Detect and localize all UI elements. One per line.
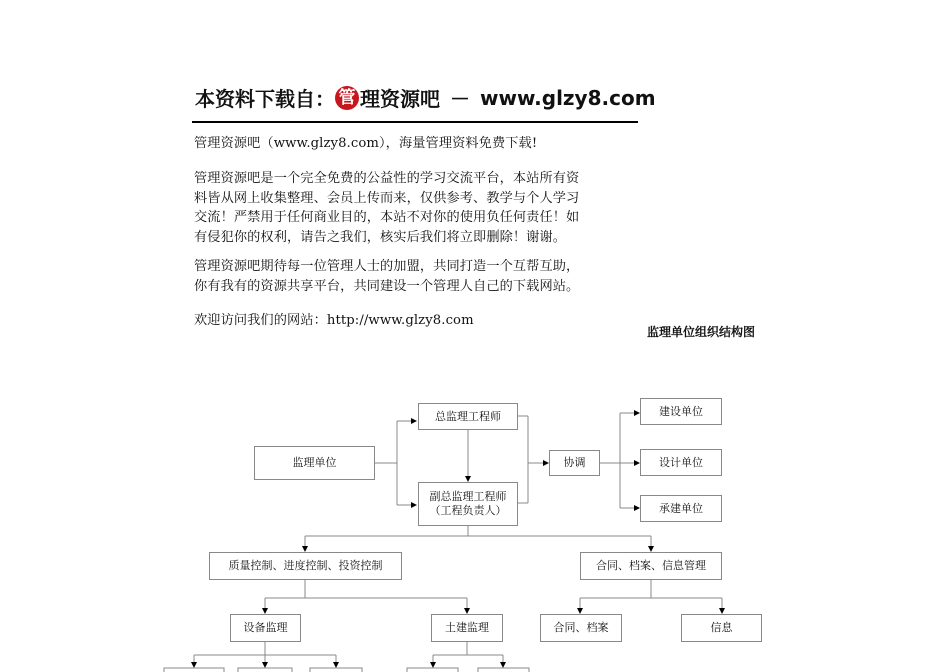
node-information	[681, 614, 762, 642]
node-contracts-archives	[540, 614, 622, 642]
node-equipment-supervision	[230, 614, 301, 642]
disclaimer-line: 有侵犯你的权利，请告之我们，核实后我们将立即删除！谢谢。	[194, 229, 567, 245]
node-label: 副总监理工程师	[429, 490, 507, 503]
node-label: 合同、档案、信息管理	[596, 559, 706, 572]
visit-site-link[interactable]: 欢迎访问我们的网站：http://www.glzy8.com	[194, 313, 474, 328]
banner-prefix: 本资料下载自：	[195, 87, 335, 111]
node-label: 合同、档案	[553, 621, 609, 634]
node-contractor-unit	[640, 495, 722, 522]
disclaimer-line: 料皆从网上收集整理、会员上传而来，仅供参考、教学与个人学习	[194, 190, 580, 206]
node-label: 设计单位	[659, 455, 703, 469]
node-label: 监理单位	[292, 456, 337, 469]
invitation-line: 管理资源吧期待每一位管理人士的加盟，共同打造一个互帮互助，	[194, 259, 580, 274]
node-label: 承建单位	[659, 501, 703, 515]
intro-line: 管理资源吧（www.glzy8.com），海量管理资料免费下载!	[194, 136, 538, 151]
node-civil-supervision	[431, 614, 503, 642]
disclaimer-line: 交流！严禁用于任何商业目的，本站不对你的使用负任何责任！如	[194, 210, 580, 225]
node-quality-schedule-cost-control	[209, 552, 402, 580]
node-sublabel: （工程负责人）	[429, 504, 507, 517]
node-label: 土建监理	[445, 621, 489, 634]
node-supervision-unit	[254, 446, 375, 480]
org-chart-title: 监理单位组织结构图	[647, 325, 756, 339]
node-label: 信息	[710, 621, 733, 634]
node-design-unit	[640, 449, 722, 476]
node-construction-unit	[640, 398, 722, 425]
banner-brand: 理资源吧	[360, 87, 440, 111]
node-contract-archive-info-mgmt	[580, 552, 722, 580]
banner-dash: －	[450, 87, 470, 111]
node-label: 建设单位	[659, 404, 703, 418]
node-label: 质量控制、进度控制、投资控制	[228, 559, 383, 572]
node-deputy-chief-engineer	[418, 482, 518, 526]
node-coordination	[549, 450, 600, 476]
logo-icon: 管	[335, 86, 359, 110]
banner-url[interactable]: www.glzy8.com	[480, 85, 656, 110]
node-label: 设备监理	[243, 621, 288, 634]
disclaimer-line: 管理资源吧是一个完全免费的公益性的学习交流平台，本站所有资	[194, 171, 580, 186]
invitation-line: 你有我有的资源共享平台，共同建设一个管理人自己的下载网站。	[194, 278, 580, 294]
node-label: 总监理工程师	[435, 409, 501, 423]
node-chief-engineer	[418, 403, 518, 430]
node-label: 协调	[563, 456, 586, 469]
